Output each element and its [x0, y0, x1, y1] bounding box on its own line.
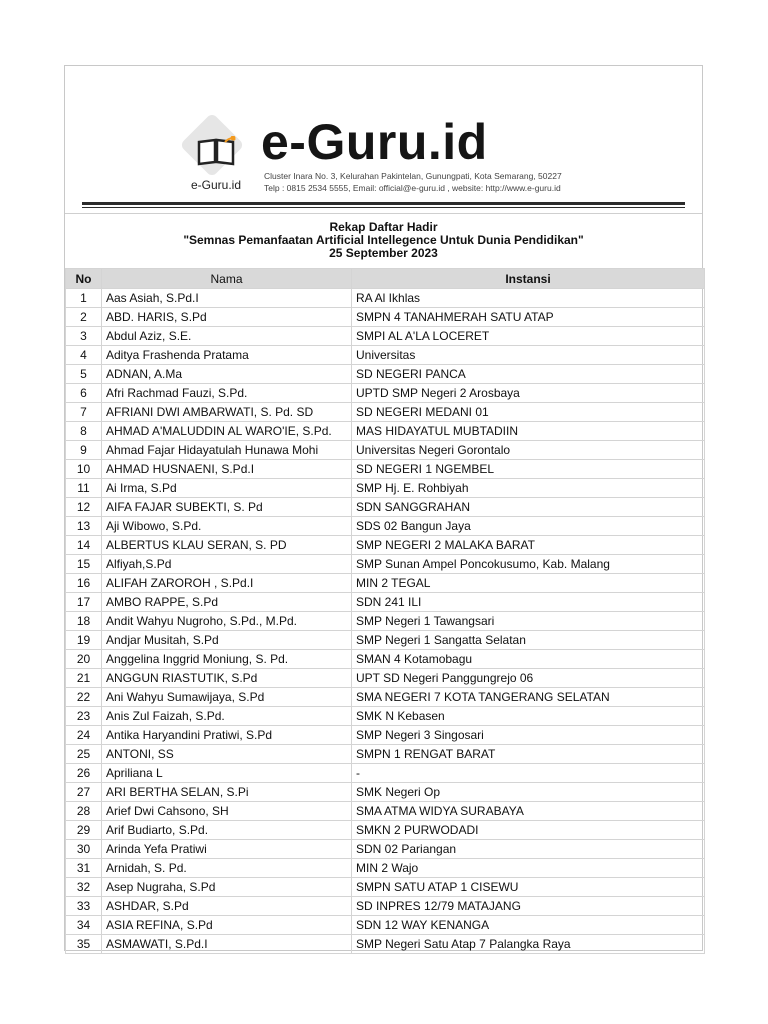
table-row — [66, 764, 705, 783]
participant-institution: Universitas — [352, 346, 705, 365]
table-row — [66, 479, 705, 498]
participant-institution: SMP Negeri 1 Sangatta Selatan — [352, 631, 705, 650]
participant-institution: SMP Negeri Satu Atap 7 Palangka Raya — [352, 935, 705, 954]
participant-name: ARI BERTHA SELAN, S.Pi — [102, 783, 352, 802]
table-row — [66, 650, 705, 669]
participant-name: Arief Dwi Cahsono, SH — [102, 802, 352, 821]
table-row — [66, 916, 705, 935]
participant-institution: SD INPRES 12/79 MATAJANG — [352, 897, 705, 916]
participant-institution: SD NEGERI MEDANI 01 — [352, 403, 705, 422]
column-header-nama: Nama — [102, 269, 352, 289]
row-number: 22 — [66, 688, 102, 707]
participant-name: Aji Wibowo, S.Pd. — [102, 517, 352, 536]
participant-institution: SD NEGERI PANCA — [352, 365, 705, 384]
row-number: 17 — [66, 593, 102, 612]
participant-name: Abdul Aziz, S.E. — [102, 327, 352, 346]
participant-institution: SMP Hj. E. Rohbiyah — [352, 479, 705, 498]
participant-institution: SMP Negeri 1 Tawangsari — [352, 612, 705, 631]
table-row — [66, 327, 705, 346]
row-number: 27 — [66, 783, 102, 802]
table-row — [66, 384, 705, 403]
participant-name: Afri Rachmad Fauzi, S.Pd. — [102, 384, 352, 403]
event-name: "Semnas Pemanfaatan Artificial Intellegence Untuk Dunia Pendidikan" — [183, 233, 584, 247]
participant-name: ALIFAH ZAROROH , S.Pd.I — [102, 574, 352, 593]
table-row — [66, 308, 705, 327]
table-row — [66, 441, 705, 460]
participant-institution: SMPI AL A'LA LOCERET — [352, 327, 705, 346]
participant-institution: MIN 2 TEGAL — [352, 574, 705, 593]
table-row — [66, 517, 705, 536]
table-row — [66, 878, 705, 897]
participant-institution: SMPN 1 RENGAT BARAT — [352, 745, 705, 764]
column-header-no: No — [66, 269, 102, 289]
address-block — [264, 170, 562, 194]
row-number: 16 — [66, 574, 102, 593]
participant-institution: SD NEGERI 1 NGEMBEL — [352, 460, 705, 479]
document-title: Rekap Daftar Hadir — [329, 220, 438, 234]
participant-name: AHMAD HUSNAENI, S.Pd.I — [102, 460, 352, 479]
table-row — [66, 726, 705, 745]
table-row — [66, 289, 705, 308]
participant-institution: SDN 241 ILI — [352, 593, 705, 612]
row-number: 33 — [66, 897, 102, 916]
table-row — [66, 897, 705, 916]
row-number: 6 — [66, 384, 102, 403]
participant-institution: SMP NEGERI 2 MALAKA BARAT — [352, 536, 705, 555]
participant-name: Anggelina Inggrid Moniung, S. Pd. — [102, 650, 352, 669]
participant-institution: SMP Sunan Ampel Poncokusumo, Kab. Malang — [352, 555, 705, 574]
participant-institution: SMA ATMA WIDYA SURABAYA — [352, 802, 705, 821]
participant-institution: SMA NEGERI 7 KOTA TANGERANG SELATAN — [352, 688, 705, 707]
table-row — [66, 935, 705, 954]
book-icon — [197, 136, 237, 168]
participant-name: Arif Budiarto, S.Pd. — [102, 821, 352, 840]
column-header-instansi: Instansi — [352, 269, 705, 289]
row-number: 19 — [66, 631, 102, 650]
participant-institution: SMPN SATU ATAP 1 CISEWU — [352, 878, 705, 897]
row-number: 32 — [66, 878, 102, 897]
table-row — [66, 593, 705, 612]
participant-institution: MAS HIDAYATUL MUBTADIIN — [352, 422, 705, 441]
participant-name: Aas Asiah, S.Pd.I — [102, 289, 352, 308]
participant-institution: SMKN 2 PURWODADI — [352, 821, 705, 840]
participant-institution: - — [352, 764, 705, 783]
table-header-row — [66, 269, 705, 289]
table-row — [66, 840, 705, 859]
row-number: 14 — [66, 536, 102, 555]
table-row — [66, 346, 705, 365]
participant-institution: RA Al Ikhlas — [352, 289, 705, 308]
row-number: 8 — [66, 422, 102, 441]
participant-institution: SMPN 4 TANAHMERAH SATU ATAP — [352, 308, 705, 327]
participant-name: ANTONI, SS — [102, 745, 352, 764]
table-row — [66, 460, 705, 479]
table-row — [66, 365, 705, 384]
table-row — [66, 669, 705, 688]
divider-thin — [82, 207, 685, 208]
logo-caption: e-Guru.id — [190, 178, 242, 192]
participant-name: ASIA REFINA, S.Pd — [102, 916, 352, 935]
contact-line: Telp : 0815 2534 5555, Email: official@e-guru.id , website: http://www.e-guru.id — [264, 183, 561, 193]
table-row — [66, 688, 705, 707]
participant-name: Asep Nugraha, S.Pd — [102, 878, 352, 897]
participant-institution: UPTD SMP Negeri 2 Arosbaya — [352, 384, 705, 403]
participant-name: ASMAWATI, S.Pd.I — [102, 935, 352, 954]
logo — [181, 118, 251, 198]
participant-name: Anis Zul Faizah, S.Pd. — [102, 707, 352, 726]
participant-name: Apriliana L — [102, 764, 352, 783]
row-number: 13 — [66, 517, 102, 536]
participant-name: Ahmad Fajar Hidayatulah Hunawa Mohi — [102, 441, 352, 460]
participant-institution: SMP Negeri 3 Singosari — [352, 726, 705, 745]
participant-institution: SMK N Kebasen — [352, 707, 705, 726]
participant-name: ANGGUN RIASTUTIK, S.Pd — [102, 669, 352, 688]
participant-name: Arinda Yefa Pratiwi — [102, 840, 352, 859]
row-number: 30 — [66, 840, 102, 859]
participant-name: Ani Wahyu Sumawijaya, S.Pd — [102, 688, 352, 707]
row-number: 29 — [66, 821, 102, 840]
table-row — [66, 707, 705, 726]
participant-name: ASHDAR, S.Pd — [102, 897, 352, 916]
participant-name: AFRIANI DWI AMBARWATI, S. Pd. SD — [102, 403, 352, 422]
event-date: 25 September 2023 — [329, 246, 438, 260]
participant-name: ALBERTUS KLAU SERAN, S. PD — [102, 536, 352, 555]
row-number: 18 — [66, 612, 102, 631]
table-row — [66, 802, 705, 821]
row-number: 26 — [66, 764, 102, 783]
participant-institution: UPT SD Negeri Panggungrejo 06 — [352, 669, 705, 688]
participant-name: AHMAD A'MALUDDIN AL WARO'IE, S.Pd. — [102, 422, 352, 441]
participant-institution: SMK Negeri Op — [352, 783, 705, 802]
table-row — [66, 422, 705, 441]
attendance-table — [65, 268, 705, 954]
participant-institution: SMAN 4 Kotamobagu — [352, 650, 705, 669]
participant-institution: SDS 02 Bangun Jaya — [352, 517, 705, 536]
row-number: 34 — [66, 916, 102, 935]
row-number: 23 — [66, 707, 102, 726]
divider-thick — [82, 202, 685, 205]
row-number: 5 — [66, 365, 102, 384]
letterhead — [65, 66, 702, 214]
table-row — [66, 403, 705, 422]
table-row — [66, 536, 705, 555]
table-row — [66, 631, 705, 650]
participant-institution: MIN 2 Wajo — [352, 859, 705, 878]
table-row — [66, 498, 705, 517]
row-number: 12 — [66, 498, 102, 517]
participant-institution: SDN 12 WAY KENANGA — [352, 916, 705, 935]
table-row — [66, 821, 705, 840]
row-number: 7 — [66, 403, 102, 422]
participant-name: Alfiyah,S.Pd — [102, 555, 352, 574]
participant-name: Aditya Frashenda Pratama — [102, 346, 352, 365]
row-number: 4 — [66, 346, 102, 365]
table-row — [66, 612, 705, 631]
participant-name: ABD. HARIS, S.Pd — [102, 308, 352, 327]
table-row — [66, 574, 705, 593]
brand-name: e-Guru.id — [261, 114, 488, 170]
participant-name: ADNAN, A.Ma — [102, 365, 352, 384]
row-number: 10 — [66, 460, 102, 479]
table-row — [66, 745, 705, 764]
participant-name: Arnidah, S. Pd. — [102, 859, 352, 878]
row-number: 31 — [66, 859, 102, 878]
participant-name: Antika Haryandini Pratiwi, S.Pd — [102, 726, 352, 745]
row-number: 1 — [66, 289, 102, 308]
row-number: 15 — [66, 555, 102, 574]
row-number: 20 — [66, 650, 102, 669]
row-number: 24 — [66, 726, 102, 745]
participant-institution: Universitas Negeri Gorontalo — [352, 441, 705, 460]
row-number: 11 — [66, 479, 102, 498]
participant-name: Andjar Musitah, S.Pd — [102, 631, 352, 650]
row-number: 9 — [66, 441, 102, 460]
divider — [65, 213, 702, 214]
participant-name: Ai Irma, S.Pd — [102, 479, 352, 498]
row-number: 3 — [66, 327, 102, 346]
row-number: 35 — [66, 935, 102, 954]
attendance-sheet — [64, 65, 703, 951]
table-row — [66, 783, 705, 802]
participant-name: Andit Wahyu Nugroho, S.Pd., M.Pd. — [102, 612, 352, 631]
row-number: 2 — [66, 308, 102, 327]
row-number: 28 — [66, 802, 102, 821]
participant-institution: SDN 02 Pariangan — [352, 840, 705, 859]
row-number: 25 — [66, 745, 102, 764]
document-titles — [65, 221, 702, 260]
row-number: 21 — [66, 669, 102, 688]
address-line: Cluster Inara No. 3, Kelurahan Pakintelan, Gunungpati, Kota Semarang, 50227 — [264, 171, 562, 181]
participant-institution: SDN SANGGRAHAN — [352, 498, 705, 517]
participant-name: AMBO RAPPE, S.Pd — [102, 593, 352, 612]
table-row — [66, 859, 705, 878]
table-row — [66, 555, 705, 574]
participant-name: AIFA FAJAR SUBEKTI, S. Pd — [102, 498, 352, 517]
